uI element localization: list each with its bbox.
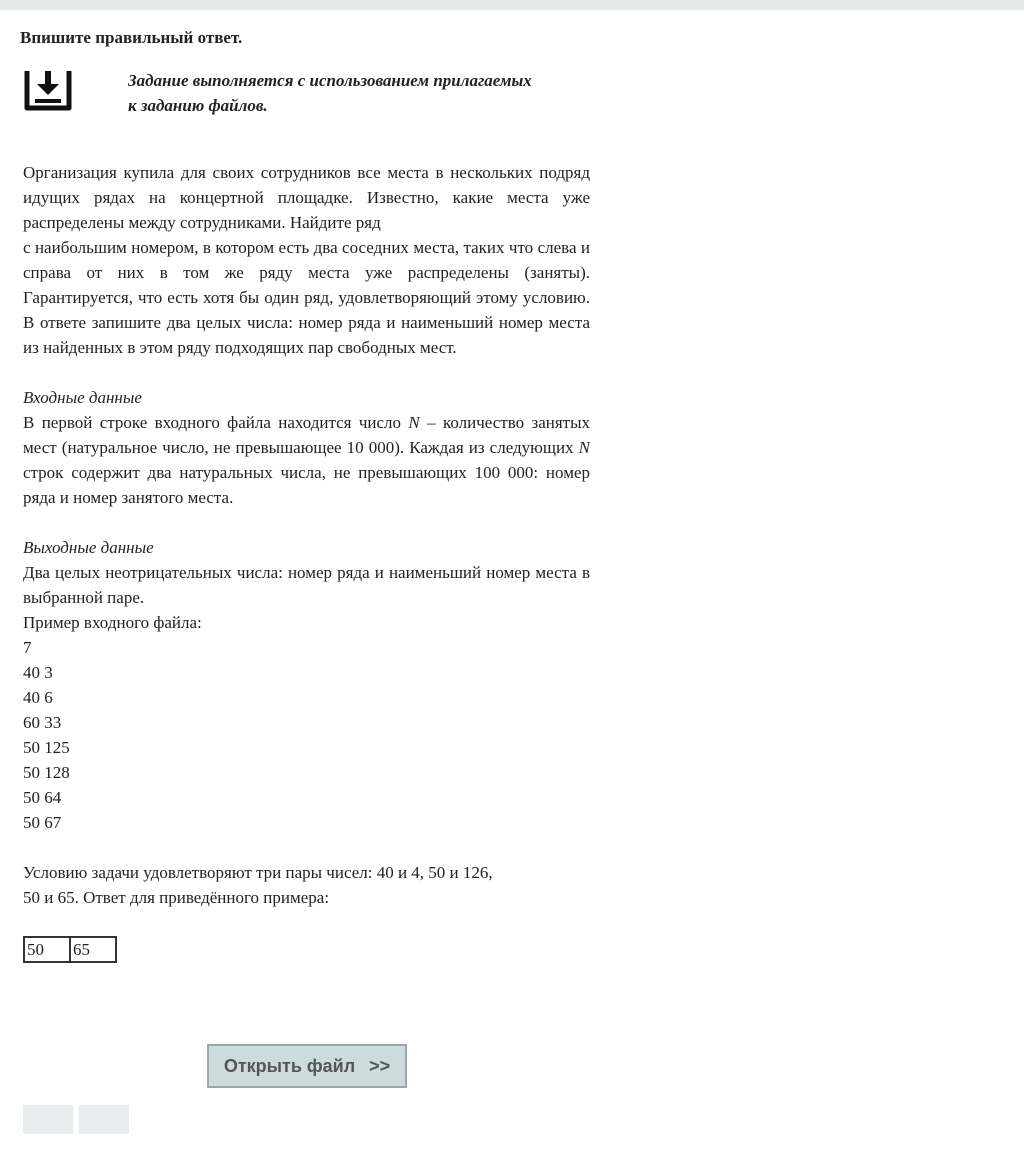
- open-file-label: Открыть файл: [223, 1055, 356, 1076]
- input-heading: Входные данные: [23, 388, 142, 407]
- var-n: N: [408, 413, 420, 432]
- output-description: Два целых неотрицательных числа: номер ряда и наименьший номер места в выбранной паре.: [23, 563, 590, 607]
- files-note-line-2: к заданию файлов.: [128, 96, 268, 115]
- example-input: [23, 635, 590, 835]
- input-description: В первой строке входного файла находится число N – количество занятых мест (натуральное число, не превышающее 10 000). Каждая из следующих N строк содержит два натуральных числа, не превышающих 100 000: номер ряда и номер занятого места.: [23, 413, 591, 507]
- files-note: [128, 68, 578, 118]
- files-note-line-1: Задание выполняется с использованием прилагаемых: [128, 71, 532, 90]
- instruction-text: Впишите правильный ответ.: [20, 28, 243, 47]
- problem-paragraph-1a: Организация купила для своих сотрудников все места в нескольких подряд идущих рядах на концертной площадке. Известно, какие места уже распределены между сотрудниками. Найдите ряд: [23, 163, 590, 232]
- example-label: Пример входного файла:: [23, 613, 202, 632]
- example-line: 7: [23, 638, 32, 657]
- example-line: 50 67: [23, 813, 62, 832]
- example-line: 40 6: [23, 688, 53, 707]
- download-icon[interactable]: [23, 68, 73, 112]
- example-line: 50 128: [23, 763, 70, 782]
- example-line: 40 3: [23, 663, 53, 682]
- var-n: N: [578, 438, 590, 457]
- problem-text: [23, 160, 590, 910]
- example-line: 60 33: [23, 713, 62, 732]
- nav-button-2[interactable]: [79, 1105, 129, 1134]
- problem-paragraph-1b: с наибольшим номером, в котором есть два соседних места, таких что слева и справа от них в том же ряду места уже распределены (заняты). Гарантируется, что есть хотя бы один ряд, удовлетворяющий этому условию. В ответе запишите два целых числа: номер ряда и наименьший номер места из найденных в этом ряду подходящих пар свободных мест.: [23, 238, 590, 357]
- open-file-arrows: >>: [369, 1055, 391, 1076]
- answer-cell-seat: 65: [70, 937, 116, 962]
- example-line: 50 125: [23, 738, 70, 757]
- output-heading: Выходные данные: [23, 538, 154, 557]
- nav-button-1[interactable]: [23, 1105, 73, 1134]
- answer-cell-row: 50: [24, 937, 70, 962]
- example-line: 50 64: [23, 788, 62, 807]
- explanation-line-2: 50 и 65. Ответ для приведённого примера:: [23, 888, 330, 907]
- open-file-button[interactable]: [207, 1044, 407, 1088]
- top-bar: [0, 0, 1024, 10]
- explanation-line-1: Условию задачи удовлетворяют три пары чисел: 40 и 4, 50 и 126,: [23, 863, 493, 882]
- example-answer-table: [23, 936, 117, 963]
